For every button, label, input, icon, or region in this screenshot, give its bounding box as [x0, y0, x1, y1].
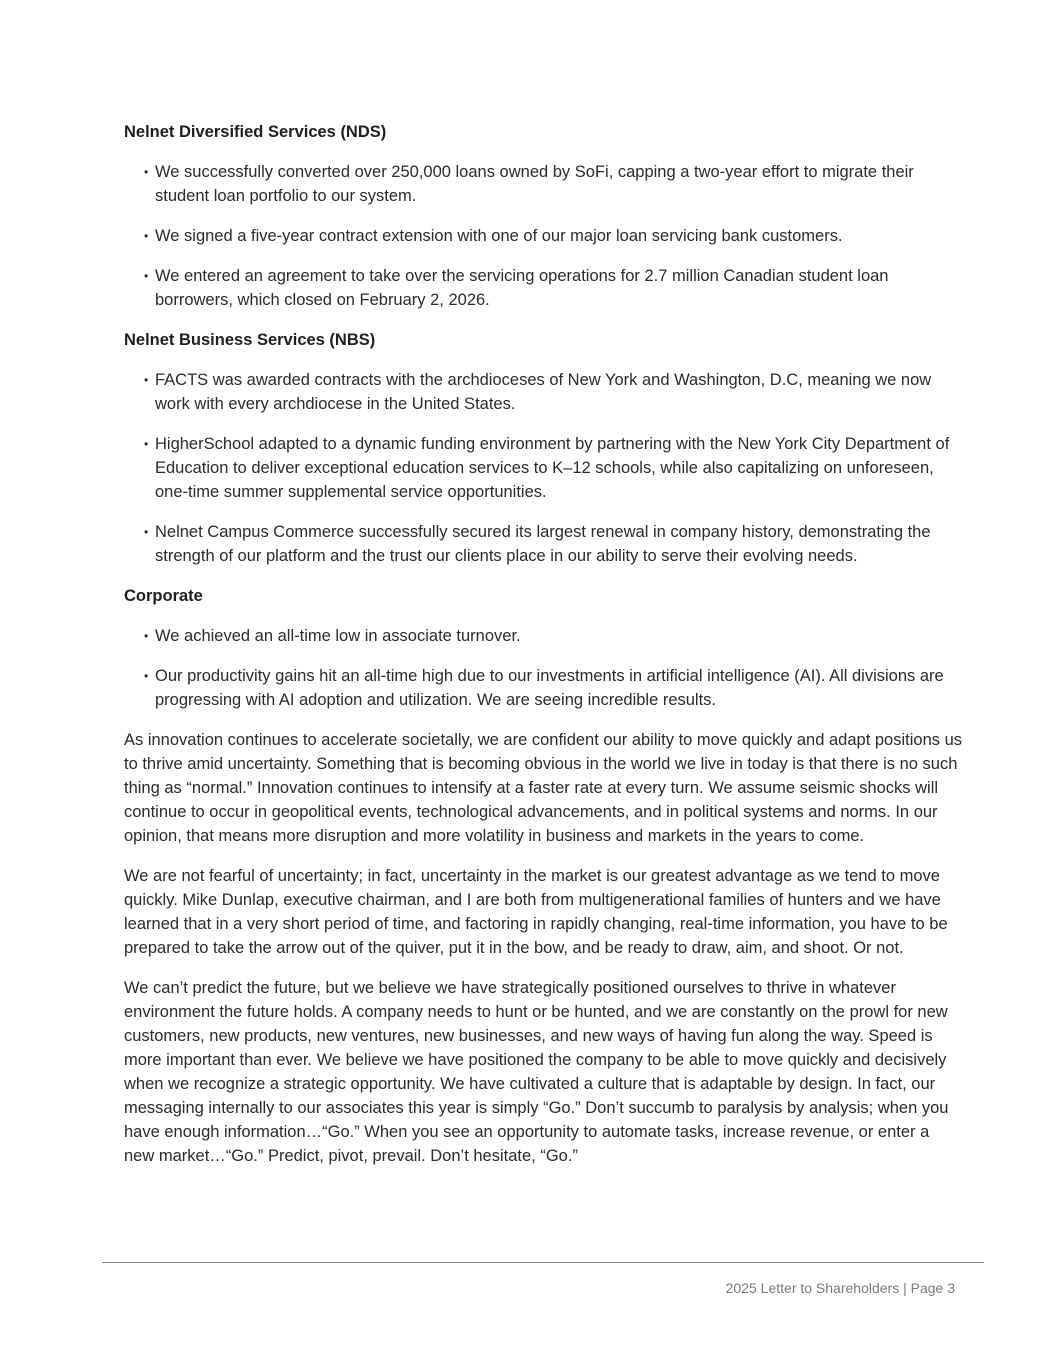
bullet-list: [124, 368, 964, 568]
bullet-list: [124, 624, 964, 712]
section-nds: [124, 120, 964, 312]
bullet-item: • We signed a five-year contract extension with one of our major loan servicing bank customers.: [144, 224, 964, 248]
section-heading: Nelnet Diversified Services (NDS): [124, 123, 387, 141]
section-heading: Corporate: [124, 587, 203, 605]
bullet-item: • We achieved an all-time low in associate turnover.: [144, 624, 964, 648]
section-nbs: [124, 328, 964, 568]
body-paragraph: We can’t predict the future, but we believe we have strategically positioned ourselves to thrive in whatever environment the future holds. A company needs to hunt or be hunted, and we are constantly on the prowl for new customers, new products, new ventures, new businesses, and new ways of having fun along the way. Speed is more important than ever. We believe we have positioned the company to be able to move quickly and decisively when we recognize a strategic opportunity. We have cultivated a culture that is adaptable by design. In fact, our messaging internally to our associates this year is simply “Go.” Don’t succumb to paralysis by analysis; when you have enough information…“Go.” When you see an opportunity to automate tasks, increase revenue, or enter a new market…“Go.” Predict, pivot, prevail. Don’t hesitate, “Go.”: [124, 979, 949, 1165]
bullet-item: • FACTS was awarded contracts with the archdioceses of New York and Washington, D.C, meaning we now work with every archdiocese in the United States.: [144, 368, 964, 416]
body-paragraph: We are not fearful of uncertainty; in fact, uncertainty in the market is our greatest advantage as we tend to move quickly. Mike Dunlap, executive chairman, and I are both from multigenerational families of hunters and we have learned that in a very short period of time, and factoring in rapidly changing, real-time information, you have to be prepared to take the arrow out of the quiver, put it in the bow, and be ready to draw, aim, and shoot. Or not.: [124, 867, 948, 957]
bullet-item: • Nelnet Campus Commerce successfully secured its largest renewal in company history, demonstrating the strength of our platform and the trust our clients place in our ability to serve their evolving needs.: [144, 520, 964, 568]
bullet-item: • Our productivity gains hit an all-time high due to our investments in artificial intelligence (AI). All divisions are progressing with AI adoption and utilization. We are seeing incredible results.: [144, 664, 964, 712]
section-corporate: [124, 584, 964, 712]
bullet-list: [124, 160, 964, 312]
footer-divider: [102, 1262, 984, 1263]
bullet-item: • We entered an agreement to take over the servicing operations for 2.7 million Canadian student loan borrowers, which closed on February 2, 2026.: [144, 264, 964, 312]
section-heading: Nelnet Business Services (NBS): [124, 331, 376, 349]
bullet-item: • HigherSchool adapted to a dynamic funding environment by partnering with the New York City Department of Education to deliver exceptional education services to K–12 schools, while also capitalizing on unforeseen, one-time summer supplemental service opportunities.: [144, 432, 964, 504]
bullet-item: • We successfully converted over 250,000 loans owned by SoFi, capping a two-year effort to migrate their student loan portfolio to our system.: [144, 160, 964, 208]
body-paragraph: As innovation continues to accelerate societally, we are confident our ability to move quickly and adapt positions us to thrive amid uncertainty. Something that is becoming obvious in the world we live in today is that there is no such thing as “normal.” Innovation continues to intensify at a faster rate at every turn. We assume seismic shocks will continue to occur in geopolitical events, technological advancements, and in political systems and norms. In our opinion, that means more disruption and more volatility in business and markets in the years to come.: [124, 731, 963, 845]
page-footer: 2025 Letter to Shareholders | Page 3: [725, 1280, 955, 1296]
letter-body: [124, 120, 964, 1184]
